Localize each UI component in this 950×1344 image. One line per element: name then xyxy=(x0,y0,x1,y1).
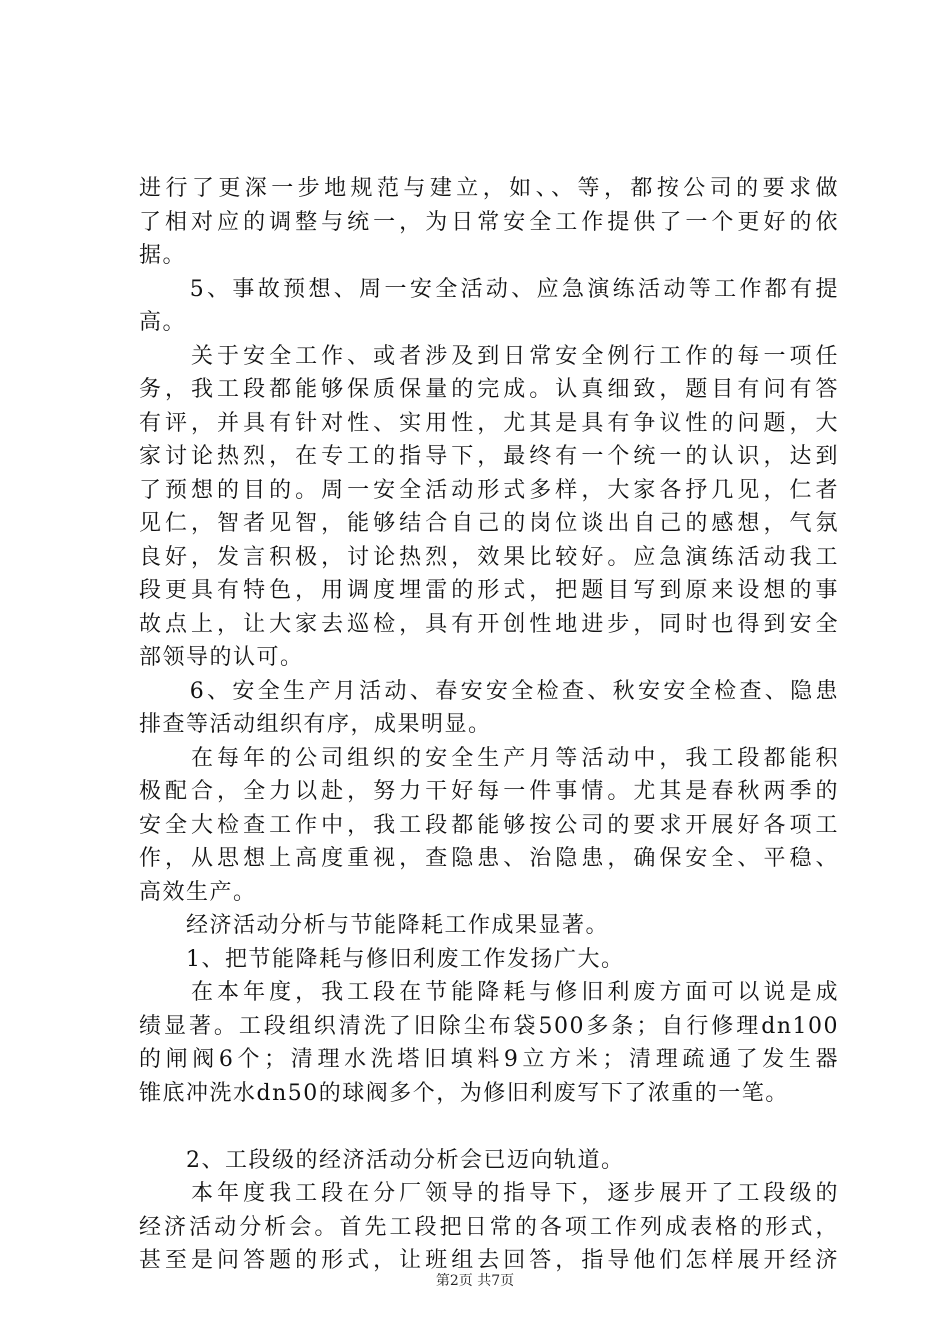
paragraph-line: 据。 xyxy=(139,243,187,268)
paragraph-line: 在每年的公司组织的安全生产月等活动中，我工段都能积 xyxy=(139,745,839,771)
paragraph-line: 排查等活动组织有序，成果明显。 xyxy=(139,712,492,737)
paragraph-line: 本年度我工段在分厂领导的指导下，逐步展开了工段级的 xyxy=(139,1181,839,1206)
paragraph-line: 极配合，全力以赴，努力干好每一件事情。尤其是春秋两季的 xyxy=(139,779,839,804)
blank-line xyxy=(139,1110,839,1144)
paragraph-line: 了预想的目的。周一安全活动形式多样，大家各抒几见，仁者 xyxy=(139,477,839,503)
paragraph-line: 务，我工段都能够保质保量的完成。认真细致，题目有问有答 xyxy=(139,377,839,402)
document-body xyxy=(139,172,839,1278)
paragraph-line: 在本年度，我工段在节能降耗与修旧利废方面可以说是成 xyxy=(139,980,839,1005)
paragraph-line: 经济活动分析与节能降耗工作成果显著。 xyxy=(139,913,610,938)
paragraph-line: 经济活动分析会。首先工段把日常的各项工作列成表格的形式， xyxy=(139,1214,839,1240)
paragraph-line: 的闸阀6个；清理水洗塔旧填料9立方米；清理疏通了发生器 xyxy=(139,1047,839,1072)
page-footer: 第2页 共7页 xyxy=(435,1273,515,1289)
paragraph-line: 良好，发言积极，讨论热烈，效果比较好。应急演练活动我工 xyxy=(139,544,839,570)
paragraph-line: 段更具有特色，用调度埋雷的形式，把题目写到原来设想的事 xyxy=(139,578,839,603)
paragraph-line: 安全大检查工作中，我工段都能够按公司的要求开展好各项工 xyxy=(139,812,839,838)
paragraph-line: 锥底冲洗水dn50的球阀多个，为修旧利废写下了浓重的一笔。 xyxy=(139,1080,789,1106)
paragraph-line: 高效生产。 xyxy=(139,879,257,905)
paragraph-line: 高。 xyxy=(139,310,187,335)
paragraph-line: 作，从思想上高度重视，查隐患、治隐患，确保安全、平稳、 xyxy=(139,846,839,871)
paragraph-line: 6、安全生产月活动、春安安全检查、秋安安全检查、隐患 xyxy=(139,678,839,704)
paragraph-line: 部领导的认可。 xyxy=(139,645,304,670)
paragraph-line: 5、事故预想、周一安全活动、应急演练活动等工作都有提 xyxy=(139,276,839,302)
paragraph-line: 2、工段级的经济活动分析会已迈向轨道。 xyxy=(139,1147,625,1173)
paragraph-line: 甚至是问答题的形式，让班组去回答，指导他们怎样展开经济 xyxy=(139,1248,839,1273)
paragraph-line: 绩显著。工段组织清洗了旧除尘布袋500多条；自行修理dn100 xyxy=(139,1013,839,1039)
paragraph-line: 见仁，智者见智，能够结合自己的岗位谈出自己的感想，气氛 xyxy=(139,511,839,536)
paragraph-line: 故点上，让大家去巡检，具有开创性地进步，同时也得到安全 xyxy=(139,611,839,637)
paragraph-line: 家讨论热烈，在专工的指导下，最终有一个统一的认识，达到 xyxy=(139,444,839,469)
paragraph-line: 1、把节能降耗与修旧利废工作发扬广大。 xyxy=(139,946,625,972)
paragraph-line: 有评，并具有针对性、实用性，尤其是具有争议性的问题，大 xyxy=(139,410,839,436)
paragraph-line: 关于安全工作、或者涉及到日常安全例行工作的每一项任 xyxy=(139,343,839,369)
paragraph-line: 了相对应的调整与统一，为日常安全工作提供了一个更好的依 xyxy=(139,209,839,235)
paragraph-line: 进行了更深一步地规范与建立，如、、等，都按公司的要求做 xyxy=(139,176,839,201)
